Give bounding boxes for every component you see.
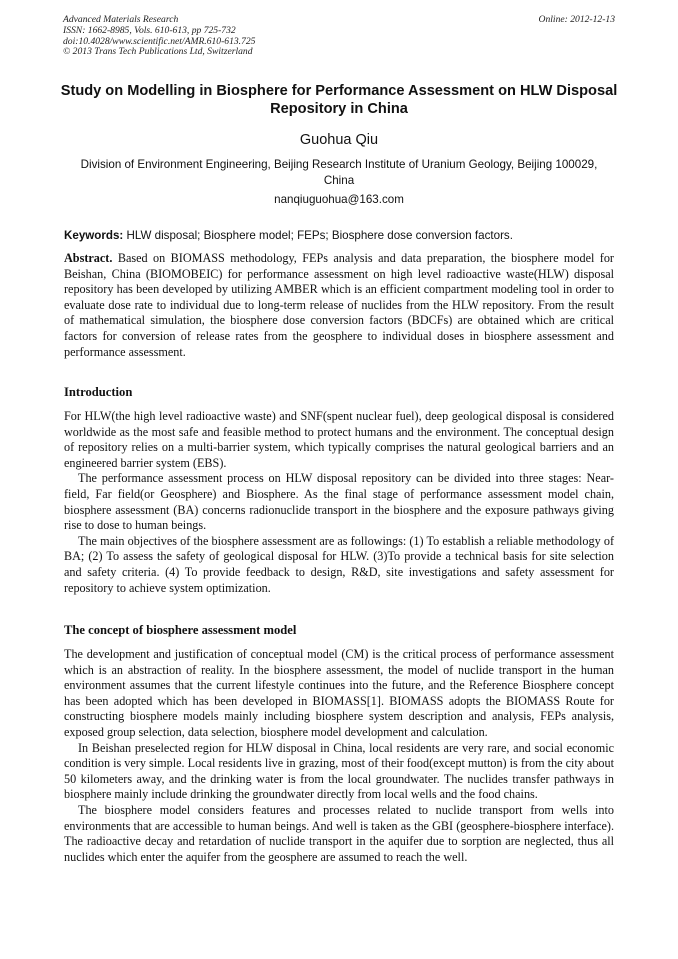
author-name: Guohua Qiu	[299, 132, 379, 148]
keywords-label: Keywords:	[64, 229, 124, 242]
section-heading-introduction: Introduction	[64, 385, 133, 399]
abstract-label: Abstract.	[64, 251, 113, 265]
publication-header	[63, 15, 615, 58]
section-heading-concept: The concept of biosphere assessment model	[64, 623, 297, 637]
paragraph: For HLW(the high level radioactive waste) and SNF(spent nuclear fuel), deep geological disposal is considered worldwide as the most safe and feasible method to protect humans and the environment. The conceptual design of repository relies on a multi-barrier system, which typically comprises the natural geological barriers and an engineered barrier system (EBS).	[64, 409, 614, 470]
paragraph: The performance assessment process on HLW disposal repository can be divided into three stages: Near-field, Far field(or Geosphere) and Biosphere. As the final stage of performance assessment model chain, biosphere assessment (BA) concerns radionuclide transport in the biosphere and the exposure pathways giving rise to dose to human beings.	[64, 471, 614, 533]
journal-name: Advanced Materials Research	[63, 14, 179, 25]
abstract-block	[64, 251, 614, 360]
concept-section	[64, 647, 614, 865]
paragraph: The biosphere model considers features and processes related to nuclide transport from wells into environments that are accessible to human beings. And well is taken as the GBI (geosphere-biosphere interface). The radioactive decay and retardation of nuclide transport in the aquifer due to sorption are neglected, thus all nuclides which enter the aquifer from the geosphere are assumed to reach the well.	[64, 802, 614, 864]
introduction-section	[64, 409, 614, 596]
paragraph: In Beishan preselected region for HLW disposal in China, local residents are very rare, and social economic condition is very simple. Local residents live in grazing, most of their food(except mutton) is from the city about 50 kilometers away, and the drinking water is from the local groundwater. The nuclides transfer pathways in biosphere mainly include drinking the groundwater directly from local wells and the food chains.	[64, 740, 614, 802]
issn-line: ISSN: 1662-8985, Vols. 610-613, pp 725-732	[63, 24, 236, 36]
author-email: nanqiuguohua@163.com	[274, 193, 404, 206]
doi-line: doi:10.4028/www.scientific.net/AMR.610-613.725	[63, 35, 256, 47]
paragraph: The development and justification of conceptual model (CM) is the critical process of performance assessment which is an abstraction of reality. In the biosphere assessment, the model of nuclide transport in the human environment assumes that the current lifestyle continues into the future, and the Reference Biosphere concept has been adopted which has been developed in BIOMASS[1]. BIOMASS adopts the BIOMASS Route for constructing biosphere models mainly including biosphere system description and analysis, FEPs analysis, exposed group selection, data selection, biosphere model development and calculation.	[64, 647, 614, 739]
abstract-text: Based on BIOMASS methodology, FEPs analysis and data preparation, the biosphere model for Beishan, China (BIOMOBEIC) for performance assessment on high level radioactive waste(HLW) disposal repository has been developed by utilizing AMBER which is an efficient compartment modeling tool in order to evaluate dose rate to individual due to long-term release of nuclides from the HLW repository. From the result of mathematical simulation, the biosphere dose conversion factors (BDCFs) are obtained which are critical factors for conversion of release rates from the geosphere to individual doses in biosphere assessment and performance assessment.	[64, 251, 614, 359]
keywords-text: HLW disposal; Biosphere model; FEPs; Biosphere dose conversion factors.	[126, 229, 513, 242]
paragraph: The main objectives of the biosphere assessment are as followings: (1) To establish a reliable methodology of BA; (2) To assess the safety of geological disposal for HLW. (3)To provide a technical basis for site selection and safety criteria. (4) To provide feedback to design, R&D, site investigations and safety assessment for repository to achieve system optimization.	[64, 533, 614, 595]
keywords-line	[64, 229, 616, 242]
author-affiliation: Division of Environment Engineering, Beijing Research Institute of Uranium Geology, Beijing 100029, China	[80, 158, 598, 187]
copyright-line: © 2013 Trans Tech Publications Ltd, Switzerland	[63, 46, 253, 58]
online-date: Online: 2012-12-13	[538, 14, 615, 25]
paper-title: Study on Modelling in Biosphere for Performance Assessment on HLW Disposal Repository in China	[60, 83, 618, 117]
